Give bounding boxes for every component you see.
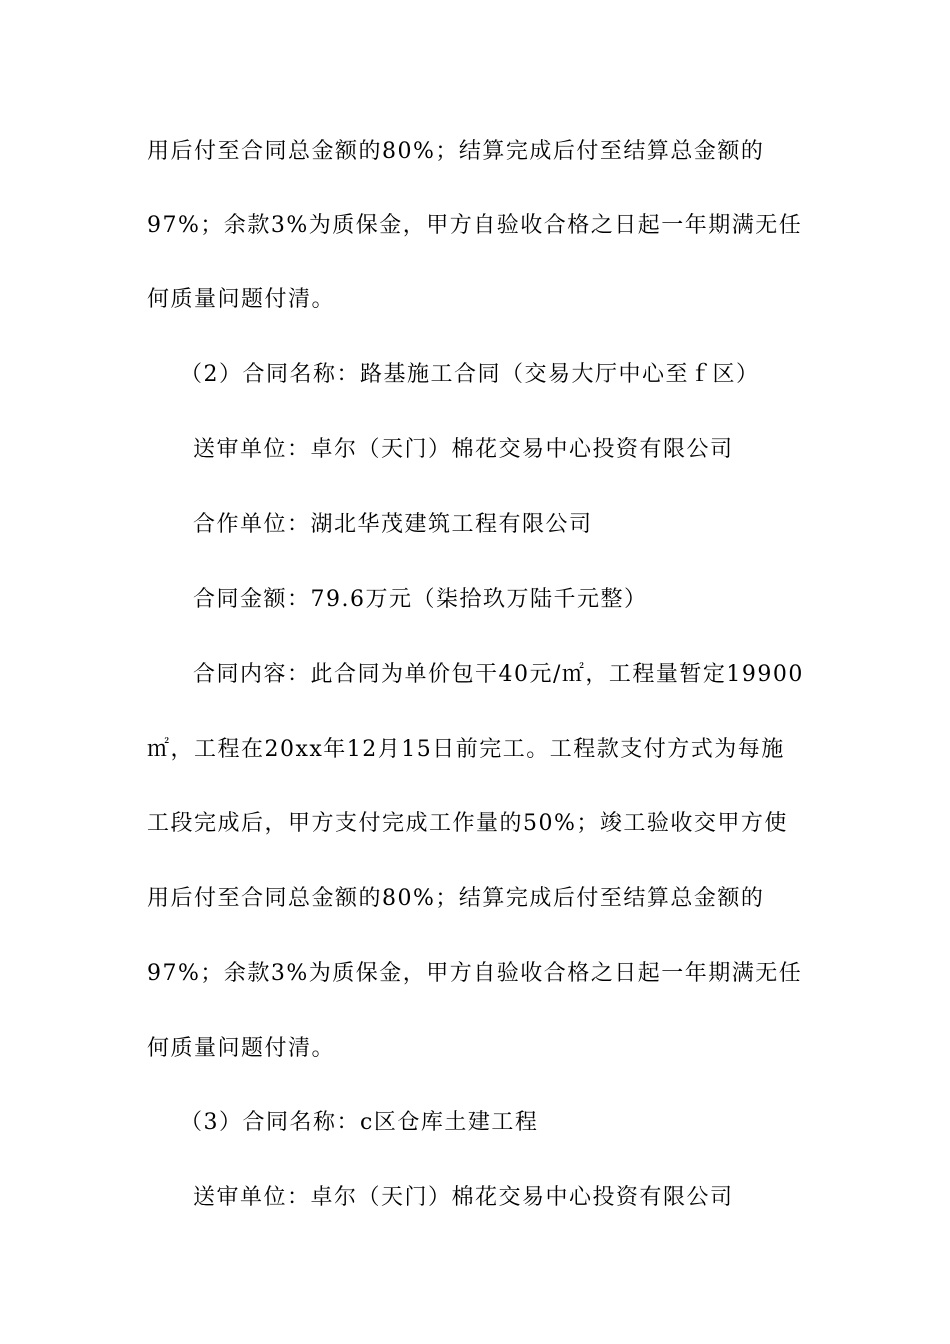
- paragraph-line: 用后付至合同总金额的80%；结算完成后付至结算总金额的: [147, 139, 765, 164]
- paragraph-line: 合作单位：湖北华茂建筑工程有限公司: [193, 512, 593, 537]
- contract-heading: （2）合同名称：路基施工合同（交易大厅中心至ｆ区）: [180, 362, 760, 387]
- paragraph-line: ㎡，工程在20xx年12月15日前完工。工程款支付方式为每施: [147, 737, 785, 762]
- paragraph-line: 97%；余款3%为质保金，甲方自验收合格之日起一年期满无任: [147, 213, 803, 238]
- paragraph-line: 送审单位：卓尔（天门）棉花交易中心投资有限公司: [193, 1185, 734, 1210]
- paragraph-line: 送审单位：卓尔（天门）棉花交易中心投资有限公司: [193, 437, 734, 462]
- paragraph-line: 用后付至合同总金额的80%；结算完成后付至结算总金额的: [147, 886, 765, 911]
- paragraph-line: 97%；余款3%为质保金，甲方自验收合格之日起一年期满无任: [147, 961, 803, 986]
- paragraph-line: 合同金额：79.6万元（柒拾玖万陆千元整）: [193, 587, 648, 612]
- paragraph-line: 何质量问题付清。: [147, 287, 336, 312]
- paragraph-line: 何质量问题付清。: [147, 1036, 336, 1061]
- contract-heading: （3）合同名称：c区仓库土建工程: [180, 1110, 539, 1135]
- paragraph-line: 工段完成后，甲方支付完成工作量的50%；竣工验收交甲方使: [147, 811, 788, 836]
- paragraph-line: 合同内容：此合同为单价包干40元/㎡，工程量暂定19900: [193, 662, 804, 687]
